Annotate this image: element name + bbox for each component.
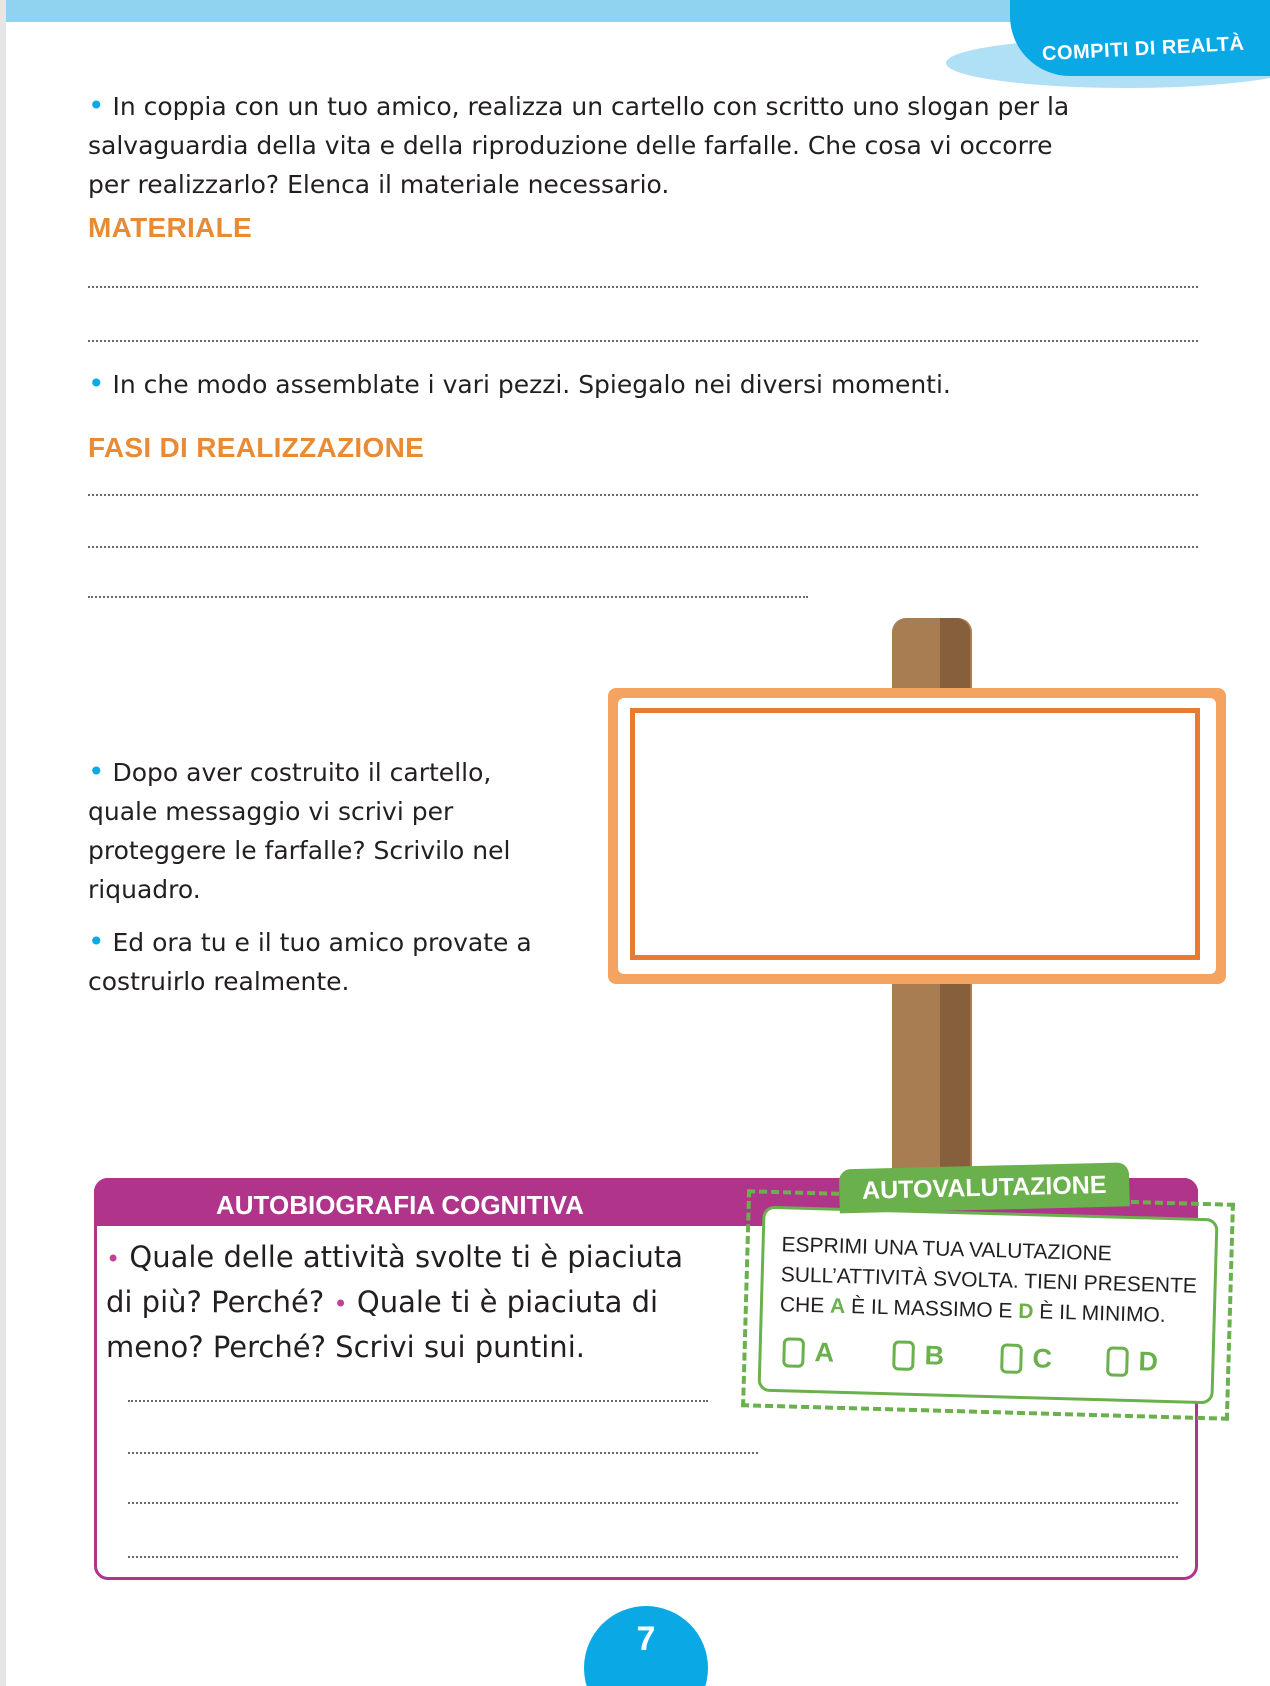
answer-line[interactable] bbox=[88, 494, 1198, 496]
checkbox[interactable] bbox=[1106, 1346, 1129, 1377]
question-4-text: Ed ora tu e il tuo amico provate a costruirlo realmente. bbox=[88, 928, 532, 996]
autobiografia-question-2: Quale ti è piaciuta di meno? Perché? Scrivi sui puntini. bbox=[106, 1285, 659, 1364]
option-b[interactable] bbox=[892, 1339, 944, 1371]
option-label: C bbox=[1032, 1343, 1053, 1374]
option-label: D bbox=[1138, 1346, 1159, 1377]
bullet: • bbox=[88, 89, 105, 122]
answer-line[interactable] bbox=[128, 1556, 1178, 1558]
checkbox[interactable] bbox=[782, 1337, 805, 1368]
option-label: A bbox=[814, 1337, 835, 1368]
question-3 bbox=[88, 752, 568, 909]
checkbox[interactable] bbox=[1000, 1343, 1023, 1374]
section-title: COMPITI DI REALTÀ bbox=[1041, 32, 1245, 66]
answer-line[interactable] bbox=[88, 286, 1198, 288]
answer-line[interactable] bbox=[128, 1502, 1178, 1504]
question-2 bbox=[88, 364, 1188, 404]
min-letter: D bbox=[1017, 1299, 1034, 1324]
option-d[interactable] bbox=[1106, 1345, 1158, 1377]
answer-line[interactable] bbox=[128, 1452, 758, 1454]
sign-writing-area[interactable] bbox=[630, 708, 1200, 960]
question-2-text: In che modo assemblate i vari pezzi. Spiegalo nei diversi momenti. bbox=[112, 370, 951, 399]
fasi-heading: FASI DI REALIZZAZIONE bbox=[88, 432, 425, 463]
autovalutazione-title: AUTOVALUTAZIONE bbox=[839, 1162, 1130, 1213]
checkbox[interactable] bbox=[892, 1340, 915, 1371]
answer-line[interactable] bbox=[88, 546, 1198, 548]
bullet: • bbox=[88, 755, 105, 788]
option-a[interactable] bbox=[782, 1336, 834, 1368]
question-1-text: In coppia con un tuo amico, realizza un cartello con scritto uno slogan per la salvaguardia della vita e della riproduzione delle farfalle. Che cosa vi occorre per realizzarlo? Elenca il materiale necessario. bbox=[88, 92, 1070, 199]
worksheet-page bbox=[6, 0, 1270, 1686]
answer-line[interactable] bbox=[88, 596, 808, 598]
question-4 bbox=[88, 922, 568, 1001]
bullet: • bbox=[333, 1290, 348, 1318]
answer-line[interactable] bbox=[88, 340, 1198, 342]
question-3-text: Dopo aver costruito il cartello, quale messaggio vi scrivi per proteggere le farfalle? Scrivilo nel riquadro. bbox=[88, 758, 511, 904]
autobiografia-title: AUTOBIOGRAFIA COGNITIVA bbox=[216, 1190, 584, 1220]
autobiografia-text bbox=[106, 1236, 706, 1369]
page-number: 7 bbox=[636, 1620, 656, 1658]
option-c[interactable] bbox=[1000, 1342, 1052, 1374]
autovalutazione-instructions bbox=[779, 1230, 1198, 1332]
answer-line[interactable] bbox=[128, 1400, 708, 1402]
instruction-line-2: SULL’ATTIVITÀ SVOLTA. TIENI PRESENTE bbox=[780, 1263, 1198, 1298]
bullet: • bbox=[88, 925, 105, 958]
question-1 bbox=[88, 86, 1088, 204]
instruction-line-3a: CHE bbox=[779, 1293, 831, 1318]
option-label: B bbox=[924, 1340, 945, 1371]
instruction-line-1: ESPRIMI UNA TUA VALUTAZIONE bbox=[781, 1233, 1113, 1266]
bullet: • bbox=[106, 1245, 121, 1273]
instruction-line-3b: È IL MASSIMO E bbox=[844, 1295, 1019, 1323]
instruction-line-3c: È IL MINIMO. bbox=[1033, 1300, 1166, 1327]
max-letter: A bbox=[829, 1294, 846, 1319]
materiale-heading: MATERIALE bbox=[88, 212, 252, 243]
bullet: • bbox=[88, 367, 105, 400]
autobiografia-question-1: Quale delle attività svolte ti è piaciuta di più? Perché? bbox=[106, 1240, 684, 1319]
autovalutazione-card bbox=[741, 1170, 1235, 1421]
